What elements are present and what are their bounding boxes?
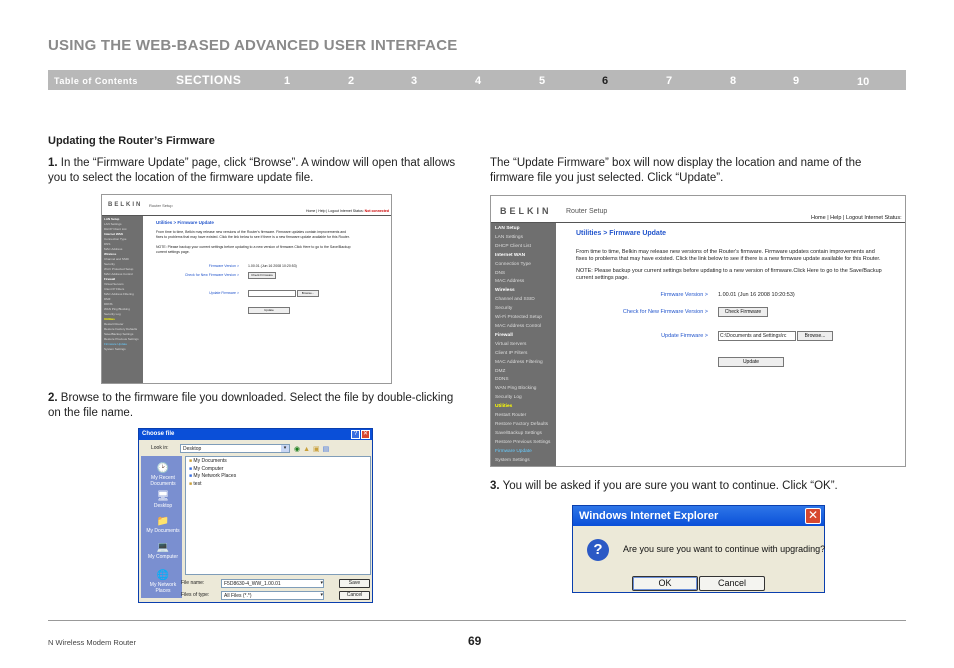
browse-button[interactable]: Browse... xyxy=(797,331,833,341)
subsection-heading: Updating the Router’s Firmware xyxy=(48,135,215,147)
update-firmware-label: Update Firmware > xyxy=(209,291,239,295)
sidebar-item[interactable]: DMZ xyxy=(104,297,111,301)
file-name-input[interactable] xyxy=(221,579,324,588)
update-firmware-label: Update Firmware > xyxy=(661,333,708,339)
step-2-number: 2. xyxy=(48,392,58,404)
places-bar xyxy=(141,456,182,598)
belkin-logo: BELKIN xyxy=(500,206,552,216)
router-nav-links[interactable]: Home | Help | Logout xyxy=(811,215,863,221)
section-link-5[interactable]: 5 xyxy=(539,75,546,87)
back-icon[interactable]: ◉ xyxy=(294,446,304,453)
firmware-version-value: 1.00.01 (Jun 16 2008 10:20:53) xyxy=(718,292,795,298)
firmware-page-title: Utilities > Firmware Update xyxy=(156,220,214,225)
list-item[interactable]: ■ My Documents xyxy=(189,458,227,464)
check-firmware-button[interactable]: Check Firmware xyxy=(718,307,768,317)
section-link-9[interactable]: 9 xyxy=(793,75,800,87)
file-list xyxy=(185,456,371,575)
sidebar-item[interactable]: MAC Address xyxy=(495,279,525,285)
list-item[interactable]: ■ test xyxy=(189,480,202,487)
cancel-button[interactable]: Cancel xyxy=(339,591,370,600)
sidebar-item[interactable]: DHCP Client List xyxy=(495,243,531,249)
files-of-type-select[interactable] xyxy=(221,591,324,600)
section-link-4[interactable]: 4 xyxy=(475,75,482,87)
sidebar-item[interactable]: Connection Type xyxy=(495,261,531,267)
help-icon[interactable]: ? xyxy=(351,430,360,439)
sidebar-item[interactable]: Restart Router xyxy=(495,413,527,419)
place-desktop[interactable]: 🖥 Desktop xyxy=(144,491,182,509)
sidebar-item[interactable]: Restore Previous Settings xyxy=(495,439,551,445)
folder-icon: ■ xyxy=(189,480,193,487)
close-icon[interactable]: ✕ xyxy=(362,431,369,437)
router-setup-title: Router Setup xyxy=(566,208,608,215)
look-in-select[interactable] xyxy=(180,444,290,453)
folder-icon: ■ xyxy=(189,458,193,464)
footer-divider xyxy=(48,620,906,621)
sidebar-item: LAN Setup xyxy=(495,226,520,231)
table-of-contents-link[interactable]: Table of Contents xyxy=(54,76,138,86)
sidebar-item[interactable]: Connection Type xyxy=(104,237,127,241)
step-2 xyxy=(48,391,468,421)
firmware-page-title: Utilities > Firmware Update xyxy=(576,230,667,237)
save-button[interactable]: Save xyxy=(339,579,370,588)
look-in-label: Look in: xyxy=(151,445,169,451)
sidebar-item[interactable]: MAC Address Filtering xyxy=(104,292,134,296)
sidebar-item[interactable]: Restore Previous Settings xyxy=(104,337,139,341)
firmware-version-label: Firmware Version > xyxy=(208,264,239,268)
sidebar-item: LAN Setup xyxy=(104,217,120,221)
sidebar-item[interactable]: Virtual Servers xyxy=(104,282,124,286)
sidebar-item[interactable]: LAN Settings xyxy=(104,222,122,226)
files-of-type-value: All Files (*.*) xyxy=(224,593,252,599)
section-link-1[interactable]: 1 xyxy=(284,75,291,87)
step-1-text: In the “Firmware Update” page, click “Browse”. A window will open that allows you to select the location of the firmware update file. xyxy=(48,157,456,184)
router-setup-title: Router Setup xyxy=(149,203,173,208)
router-nav-links[interactable]: Home | Help | Logout xyxy=(306,209,339,213)
firmware-note-text: NOTE: Please backup your current settings before updating to a new version of firmware.Click Here to go to the Save/Backup current settings page. xyxy=(576,268,882,281)
sidebar-item[interactable]: Restart Router xyxy=(104,322,124,326)
step-1-number: 1. xyxy=(48,157,58,169)
confirm-message: Are you sure you want to continue with upgrading? xyxy=(623,544,826,554)
sidebar-item[interactable]: WAN Ping Blocking xyxy=(495,386,537,392)
firmware-path-input[interactable] xyxy=(248,290,296,297)
sidebar-item[interactable]: Security Log xyxy=(104,312,121,316)
place-my-network-places[interactable]: 🌐 My Network Places xyxy=(144,570,182,594)
section-link-2[interactable]: 2 xyxy=(348,75,355,87)
chevron-down-icon: ▾ xyxy=(320,580,323,586)
router-top-links xyxy=(306,209,389,213)
footer-product-name: N Wireless Modem Router xyxy=(48,638,136,647)
file-name-value: F5D8630-4_WW_1.00.01 xyxy=(224,581,281,587)
sidebar-item[interactable]: DDNS xyxy=(104,302,113,306)
sidebar-item[interactable]: WAN Ping Blocking xyxy=(104,307,130,311)
sidebar-item[interactable]: Firmware Update xyxy=(104,342,128,346)
router-sidebar-menu xyxy=(491,223,556,466)
sidebar-item[interactable]: DNS xyxy=(104,242,111,246)
question-icon: ? xyxy=(587,539,609,561)
toolbar-icons xyxy=(294,445,332,453)
router-header xyxy=(491,196,905,223)
page-number: 69 xyxy=(468,634,482,648)
check-firmware-label: Check for New Firmware Version > xyxy=(622,309,708,315)
sections-label: SECTIONS xyxy=(176,73,242,87)
sidebar-item[interactable]: Restore Factory Defaults xyxy=(495,421,549,427)
sidebar-item[interactable]: MAC Address xyxy=(104,247,123,251)
check-firmware-button[interactable]: Check Firmware xyxy=(248,272,276,279)
list-item[interactable]: ■ My Computer xyxy=(189,465,224,472)
file-name-label: File name: xyxy=(181,580,205,586)
sidebar-item[interactable]: System Settings xyxy=(104,347,126,351)
section-title: USING THE WEB-BASED ADVANCED USER INTERFACE xyxy=(48,37,458,54)
sidebar-item[interactable]: Wi-Fi Protected Setup xyxy=(104,267,134,271)
sidebar-item[interactable]: Security xyxy=(495,306,513,312)
sidebar-item: Internet WAN xyxy=(495,252,526,258)
chevron-down-icon: ▾ xyxy=(320,592,323,598)
firmware-version-value: 1.00.01 (Jun 16 2008 10:20:53) xyxy=(248,264,297,268)
sidebar-item[interactable]: Channel and SSID xyxy=(104,257,129,261)
firmware-version-label: Firmware Version > xyxy=(660,292,708,298)
sidebar-item[interactable]: MAC Address Filtering xyxy=(495,359,543,365)
sidebar-item[interactable]: MAC Address Control xyxy=(104,272,133,276)
sidebar-item[interactable]: Save/Backup Settings xyxy=(104,332,134,336)
section-link-10[interactable]: 10 xyxy=(857,76,870,88)
router-screenshot-large xyxy=(490,195,906,467)
router-header xyxy=(102,195,391,216)
my-computer-icon: 💻 xyxy=(156,542,170,553)
network-icon: ■ xyxy=(189,473,193,479)
sidebar-item[interactable]: Security xyxy=(104,262,115,266)
internet-status-value: Not connected xyxy=(364,209,389,213)
router-content-pane xyxy=(556,223,905,466)
look-in-value: Desktop xyxy=(183,446,202,452)
sidebar-item: Firewall xyxy=(495,332,513,338)
sidebar-item[interactable]: Client IP Filters xyxy=(495,350,528,356)
up-folder-icon[interactable]: ▲ xyxy=(303,446,314,453)
sidebar-item[interactable]: Client IP Filters xyxy=(104,287,125,291)
sidebar-item[interactable]: DHCP Client List xyxy=(104,227,127,231)
right-intro-paragraph: The “Update Firmware” box will now display the location and name of the firmware file you just selected. Click “Update”. xyxy=(490,157,862,184)
place-my-documents[interactable]: 📁 My Documents xyxy=(144,516,182,534)
sidebar-item[interactable]: DNS xyxy=(495,270,506,276)
sidebar-item: Internet WAN xyxy=(104,232,123,236)
check-firmware-label: Check for New Firmware Version > xyxy=(184,273,239,277)
section-link-3[interactable]: 3 xyxy=(411,75,418,87)
place-my-computer[interactable]: 💻 My Computer xyxy=(144,542,182,560)
step-2-text: Browse to the firmware file you downloaded. Select the file by double-clicking on the file name. xyxy=(48,392,454,419)
firmware-path-input[interactable]: C:\Documents and Settings\rc xyxy=(718,331,796,341)
firmware-note-text: NOTE: Please backup your current settings before updating to a new version of firmware.Click Here to go to the Save/Backup current settings page. xyxy=(156,245,351,254)
sidebar-item[interactable]: Utilities xyxy=(495,404,513,410)
chevron-down-icon: ▾ xyxy=(281,445,289,452)
sidebar-item[interactable]: Wi-Fi Protected Setup xyxy=(495,315,542,321)
sidebar-item[interactable]: MAC Address Control xyxy=(495,323,542,329)
sidebar-item[interactable]: Security Log xyxy=(495,395,522,401)
sidebar-item[interactable]: Save/Backup Settings xyxy=(495,430,542,436)
network-places-icon: 🌐 xyxy=(156,570,170,581)
cancel-button[interactable]: Cancel xyxy=(699,576,765,591)
sidebar-item[interactable]: DMZ xyxy=(495,368,506,374)
step-3 xyxy=(490,479,900,494)
internet-status-label: Internet Status: xyxy=(864,215,902,221)
sidebar-item[interactable]: Channel and SSID xyxy=(495,297,535,303)
router-top-links xyxy=(811,215,902,221)
section-nav-bar xyxy=(48,70,906,90)
files-of-type-label: Files of type: xyxy=(181,592,210,598)
belkin-logo: BELKIN xyxy=(108,202,143,208)
dialog-title: Windows Internet Explorer xyxy=(579,510,719,522)
internet-status-label: Internet Status: xyxy=(339,209,364,213)
sidebar-item[interactable]: Firmware Update xyxy=(495,448,532,454)
update-button[interactable]: Update xyxy=(248,307,290,314)
sidebar-item[interactable]: LAN Settings xyxy=(495,234,523,240)
dialog-title: Choose file xyxy=(142,431,175,437)
sidebar-item[interactable]: DDNS xyxy=(495,377,509,383)
list-item[interactable]: ■ My Network Places xyxy=(189,473,237,479)
close-icon[interactable]: ✕ xyxy=(805,508,821,524)
sidebar-item[interactable]: Restore Factory Defaults xyxy=(104,327,138,331)
choose-file-dialog xyxy=(138,428,373,603)
sidebar-item[interactable]: Virtual Servers xyxy=(495,341,527,347)
sidebar-item: Firewall xyxy=(104,277,116,281)
update-button[interactable]: Update xyxy=(718,357,784,367)
sidebar-item[interactable]: Utilities xyxy=(104,317,115,321)
dialog-title-bar xyxy=(139,429,372,440)
ie-confirm-dialog xyxy=(572,505,825,593)
step-3-text: You will be asked if you are sure you want to continue. Click “OK”. xyxy=(502,480,838,492)
place-my-recent-documents[interactable]: 🕑 My Recent Documents xyxy=(144,463,182,487)
step-3-number: 3. xyxy=(490,480,500,492)
browse-button[interactable]: Browse... xyxy=(297,290,319,297)
router-sidebar-menu xyxy=(102,216,143,383)
desktop-icon: 🖥 xyxy=(156,491,170,502)
sidebar-item: Wireless xyxy=(495,288,515,294)
my-documents-icon: 📁 xyxy=(156,516,170,527)
new-folder-icon[interactable]: ▣ xyxy=(313,446,323,453)
router-content-pane xyxy=(143,216,391,383)
firmware-intro-text: From time to time, Belkin may release new versions of the Router's firmware. Firmware updates contain improvements and fixes to problems that may have existed. Click the link below to see if there is a new firmware update available for this Router. xyxy=(156,230,350,239)
sidebar-item: Wireless xyxy=(104,252,117,256)
router-screenshot-small xyxy=(101,194,392,384)
firmware-intro-text: From time to time, Belkin may release new versions of the Router's firmware. Firmware updates contain improvements and fixes to problems that may have existed. Click the link below to see if there is a new firmware update available for this Router. xyxy=(576,249,881,262)
views-icon[interactable]: ▤ xyxy=(322,446,333,453)
step-1 xyxy=(48,156,468,186)
ok-button[interactable]: OK xyxy=(632,576,698,591)
section-link-8[interactable]: 8 xyxy=(730,75,737,87)
dialog-title-bar xyxy=(573,506,824,526)
section-link-7[interactable]: 7 xyxy=(666,75,673,87)
recent-documents-icon: 🕑 xyxy=(156,463,170,474)
section-link-6-active[interactable]: 6 xyxy=(602,75,609,87)
computer-icon: ■ xyxy=(189,465,193,472)
sidebar-item[interactable]: System Settings xyxy=(495,457,530,463)
